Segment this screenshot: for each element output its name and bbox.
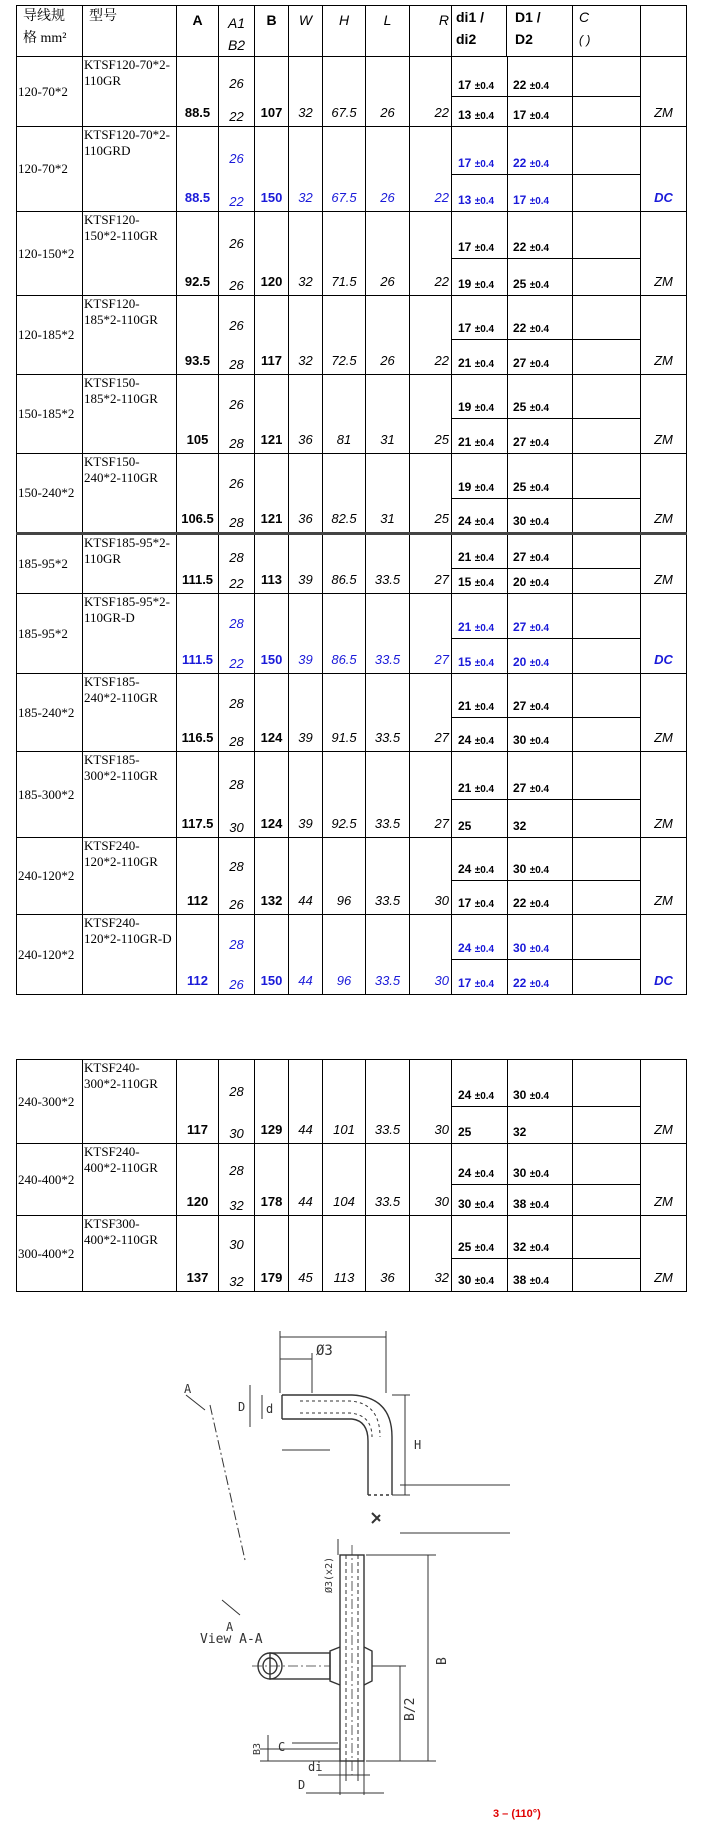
cell-H: 96 xyxy=(323,838,366,915)
cell-L: 33.5 xyxy=(366,1060,410,1144)
label-B3: B3 xyxy=(252,1742,263,1755)
cell-C xyxy=(573,127,641,212)
D1-value: 30 ±0.4 xyxy=(513,862,550,876)
cell-A1B2: 28 26 xyxy=(219,915,255,995)
di1-value: 19 ±0.4 xyxy=(458,480,495,494)
cell-spec: 185-95*2 xyxy=(17,534,83,594)
cell-R: 30 xyxy=(410,915,452,995)
cell-R: 27 xyxy=(410,674,452,752)
cell-L: 33.5 xyxy=(366,752,410,838)
header-L: L xyxy=(366,6,410,57)
cell-spec: 150-185*2 xyxy=(17,375,83,454)
cell-spec: 185-300*2 xyxy=(17,752,83,838)
cell-W: 45 xyxy=(289,1216,323,1292)
label-B2: B/2 xyxy=(403,1697,418,1721)
cell-C xyxy=(573,375,641,454)
cell-A: 112 xyxy=(177,838,219,915)
cell-B: 120 xyxy=(255,212,289,296)
cell-spec: 185-95*2 xyxy=(17,594,83,674)
cell-model: KTSF120-70*2-110GR xyxy=(83,57,177,127)
cell-R: 27 xyxy=(410,594,452,674)
cell-diameters xyxy=(452,454,573,534)
header-W: W xyxy=(289,6,323,57)
D1-value: 25 ±0.4 xyxy=(513,480,550,494)
cell-H: 101 xyxy=(323,1060,366,1144)
cell-model: KTSF120-150*2-110GR xyxy=(83,212,177,296)
cell-A: 117.5 xyxy=(177,752,219,838)
cell-A: 111.5 xyxy=(177,594,219,674)
label-C: C xyxy=(278,1740,286,1754)
cell-finish: DC xyxy=(641,127,687,212)
cell-diameters xyxy=(452,1216,573,1292)
cell-W: 44 xyxy=(289,1144,323,1216)
D2-value: 17 ±0.4 xyxy=(513,108,550,122)
cell-A1B2: 26 22 xyxy=(219,127,255,212)
di2-value: 17 ±0.4 xyxy=(458,896,495,910)
cell-W: 36 xyxy=(289,375,323,454)
cell-L: 33.5 xyxy=(366,594,410,674)
di2-value: 25 xyxy=(458,1125,472,1139)
cell-C xyxy=(573,594,641,674)
cell-C xyxy=(573,915,641,995)
cell-R: 22 xyxy=(410,57,452,127)
header-di: di1 / di2 xyxy=(452,6,507,57)
di2-value: 17 ±0.4 xyxy=(458,976,495,990)
cell-spec: 300-400*2 xyxy=(17,1216,83,1292)
di2-value: 15 ±0.4 xyxy=(458,655,495,669)
header-R: R xyxy=(410,6,452,57)
D2-value: 25 ±0.4 xyxy=(513,277,550,291)
cell-model: KTSF185-240*2-110GR xyxy=(83,674,177,752)
cell-A1B2: 28 22 xyxy=(219,534,255,594)
di1-value: 21 ±0.4 xyxy=(458,550,495,564)
cell-C xyxy=(573,212,641,296)
cell-diameters xyxy=(452,1144,573,1216)
cell-finish: ZM xyxy=(641,212,687,296)
cell-R: 22 xyxy=(410,296,452,375)
di1-value: 24 ±0.4 xyxy=(458,1088,495,1102)
cell-A1B2: 26 22 xyxy=(219,57,255,127)
D1-value: 25 ±0.4 xyxy=(513,400,550,414)
cell-H: 86.5 xyxy=(323,534,366,594)
cell-A: 112 xyxy=(177,915,219,995)
cell-C xyxy=(573,752,641,838)
cell-B: 117 xyxy=(255,296,289,375)
cell-B: 107 xyxy=(255,57,289,127)
cell-W: 44 xyxy=(289,1060,323,1144)
di1-value: 21 ±0.4 xyxy=(458,699,495,713)
cell-diameters xyxy=(452,57,573,127)
cell-model: KTSF240-400*2-110GR xyxy=(83,1144,177,1216)
cell-diameters xyxy=(452,752,573,838)
cell-A1B2: 28 26 xyxy=(219,838,255,915)
cell-B: 129 xyxy=(255,1060,289,1144)
di2-value: 15 ±0.4 xyxy=(458,575,495,589)
cell-model: KTSF120-70*2-110GRD xyxy=(83,127,177,212)
cell-model: KTSF185-95*2-110GR xyxy=(83,534,177,594)
cell-W: 32 xyxy=(289,296,323,375)
cell-diameters xyxy=(452,674,573,752)
cell-C xyxy=(573,534,641,594)
cell-A: 117 xyxy=(177,1060,219,1144)
cell-finish: ZM xyxy=(641,674,687,752)
cell-B: 124 xyxy=(255,674,289,752)
cell-model: KTSF120-185*2-110GR xyxy=(83,296,177,375)
cell-W: 32 xyxy=(289,57,323,127)
cell-R: 22 xyxy=(410,212,452,296)
cell-R: 27 xyxy=(410,534,452,594)
cell-R: 30 xyxy=(410,838,452,915)
cell-A: 111.5 xyxy=(177,534,219,594)
D2-value: 20 ±0.4 xyxy=(513,655,550,669)
cell-R: 30 xyxy=(410,1060,452,1144)
cell-A1B2: 26 28 xyxy=(219,375,255,454)
header-model: 型号 xyxy=(83,6,177,57)
D1-value: 22 ±0.4 xyxy=(513,156,550,170)
di1-value: 17 ±0.4 xyxy=(458,321,495,335)
technical-drawing xyxy=(0,1315,707,1795)
cell-model: KTSF300-400*2-110GR xyxy=(83,1216,177,1292)
cell-H: 113 xyxy=(323,1216,366,1292)
D2-value: 32 xyxy=(513,819,527,833)
cell-C xyxy=(573,296,641,375)
cell-A: 137 xyxy=(177,1216,219,1292)
cell-H: 81 xyxy=(323,375,366,454)
cell-L: 33.5 xyxy=(366,915,410,995)
cell-A1B2: 30 32 xyxy=(219,1216,255,1292)
cell-spec: 185-240*2 xyxy=(17,674,83,752)
cell-diameters xyxy=(452,296,573,375)
D1-value: 22 ±0.4 xyxy=(513,240,550,254)
label-phi3x2: Ø3(x2) xyxy=(324,1556,335,1593)
cell-H: 96 xyxy=(323,915,366,995)
cell-model: KTSF240-120*2-110GR xyxy=(83,838,177,915)
cell-spec: 150-240*2 xyxy=(17,454,83,534)
cell-R: 32 xyxy=(410,1216,452,1292)
cell-B: 150 xyxy=(255,915,289,995)
cell-W: 39 xyxy=(289,674,323,752)
cell-B: 178 xyxy=(255,1144,289,1216)
cell-W: 36 xyxy=(289,454,323,534)
cell-H: 67.5 xyxy=(323,127,366,212)
cell-H: 82.5 xyxy=(323,454,366,534)
cell-finish: ZM xyxy=(641,296,687,375)
D2-value: 22 ±0.4 xyxy=(513,976,550,990)
D2-value: 27 ±0.4 xyxy=(513,435,550,449)
D1-value: 30 ±0.4 xyxy=(513,1166,550,1180)
cell-diameters xyxy=(452,534,573,594)
di1-value: 19 ±0.4 xyxy=(458,400,495,414)
D1-value: 30 ±0.4 xyxy=(513,941,550,955)
cell-H: 92.5 xyxy=(323,752,366,838)
cell-H: 86.5 xyxy=(323,594,366,674)
di2-value: 13 ±0.4 xyxy=(458,193,495,207)
cell-finish: ZM xyxy=(641,1060,687,1144)
cell-H: 72.5 xyxy=(323,296,366,375)
cell-A1B2: 26 26 xyxy=(219,212,255,296)
cell-spec: 240-120*2 xyxy=(17,838,83,915)
D1-value: 22 ±0.4 xyxy=(513,78,550,92)
cell-finish: DC xyxy=(641,915,687,995)
cell-A1B2: 28 32 xyxy=(219,1144,255,1216)
cell-A1B2: 26 28 xyxy=(219,296,255,375)
cell-B: 121 xyxy=(255,454,289,534)
D1-value: 27 ±0.4 xyxy=(513,699,550,713)
D1-value: 27 ±0.4 xyxy=(513,550,550,564)
cell-spec: 120-70*2 xyxy=(17,127,83,212)
cell-model: KTSF150-185*2-110GR xyxy=(83,375,177,454)
cell-diameters xyxy=(452,127,573,212)
cell-A: 120 xyxy=(177,1144,219,1216)
D2-value: 32 xyxy=(513,1125,527,1139)
cell-finish: ZM xyxy=(641,1144,687,1216)
cell-finish: ZM xyxy=(641,838,687,915)
cell-finish: ZM xyxy=(641,375,687,454)
header-B: B xyxy=(255,6,289,57)
cell-C xyxy=(573,454,641,534)
cell-W: 44 xyxy=(289,838,323,915)
di1-value: 25 ±0.4 xyxy=(458,1240,495,1254)
header-finish xyxy=(641,6,687,57)
cell-A: 105 xyxy=(177,375,219,454)
cell-R: 25 xyxy=(410,375,452,454)
di2-value: 24 ±0.4 xyxy=(458,733,495,747)
header-spec: 导线规 格 mm² xyxy=(17,6,83,57)
label-di: di xyxy=(308,1760,323,1774)
cell-diameters xyxy=(452,212,573,296)
label-d: d xyxy=(266,1402,274,1416)
di2-value: 21 ±0.4 xyxy=(458,435,495,449)
cell-finish: ZM xyxy=(641,752,687,838)
cell-B: 150 xyxy=(255,127,289,212)
label-view-aa: View A-A xyxy=(200,1632,263,1647)
cell-C xyxy=(573,1144,641,1216)
cell-W: 39 xyxy=(289,752,323,838)
cell-L: 26 xyxy=(366,296,410,375)
cell-spec: 120-70*2 xyxy=(17,57,83,127)
cell-W: 44 xyxy=(289,915,323,995)
header-D: D1 / D2 xyxy=(507,6,573,57)
cell-L: 33.5 xyxy=(366,674,410,752)
cell-C xyxy=(573,1060,641,1144)
cell-A1B2: 28 30 xyxy=(219,1060,255,1144)
di2-value: 19 ±0.4 xyxy=(458,277,495,291)
cell-R: 30 xyxy=(410,1144,452,1216)
cell-B: 179 xyxy=(255,1216,289,1292)
cell-L: 31 xyxy=(366,454,410,534)
label-B: B xyxy=(435,1657,450,1665)
cell-W: 32 xyxy=(289,127,323,212)
spec-table-part2 xyxy=(16,1059,687,1292)
tee-front-view xyxy=(252,1539,436,1795)
cell-A: 92.5 xyxy=(177,212,219,296)
cell-diameters xyxy=(452,838,573,915)
D2-value: 20 ±0.4 xyxy=(513,575,550,589)
di2-value: 30 ±0.4 xyxy=(458,1197,495,1211)
page-number: 3 – (110°) xyxy=(493,1808,541,1820)
cell-B: 124 xyxy=(255,752,289,838)
di1-value: 17 ±0.4 xyxy=(458,156,495,170)
cell-B: 121 xyxy=(255,375,289,454)
cell-R: 27 xyxy=(410,752,452,838)
elbow-side-view xyxy=(186,1331,510,1615)
cell-diameters xyxy=(452,915,573,995)
di1-value: 17 ±0.4 xyxy=(458,240,495,254)
label-D: D xyxy=(238,1400,246,1414)
cell-R: 25 xyxy=(410,454,452,534)
label-H: H xyxy=(414,1438,422,1452)
cell-C xyxy=(573,838,641,915)
cell-L: 31 xyxy=(366,375,410,454)
cell-finish: ZM xyxy=(641,57,687,127)
cell-spec: 240-120*2 xyxy=(17,915,83,995)
cell-A: 106.5 xyxy=(177,454,219,534)
cell-C xyxy=(573,57,641,127)
cell-model: KTSF240-300*2-110GR xyxy=(83,1060,177,1144)
di1-value: 24 ±0.4 xyxy=(458,941,495,955)
D2-value: 30 ±0.4 xyxy=(513,514,550,528)
cell-diameters xyxy=(452,1060,573,1144)
cell-A: 93.5 xyxy=(177,296,219,375)
di2-value: 24 ±0.4 xyxy=(458,514,495,528)
cell-L: 33.5 xyxy=(366,1144,410,1216)
cell-W: 39 xyxy=(289,534,323,594)
cell-model: KTSF240-120*2-110GR-D xyxy=(83,915,177,995)
D2-value: 27 ±0.4 xyxy=(513,356,550,370)
header-A: A xyxy=(177,6,219,57)
cell-spec: 240-300*2 xyxy=(17,1060,83,1144)
D2-value: 22 ±0.4 xyxy=(513,896,550,910)
cell-H: 91.5 xyxy=(323,674,366,752)
D2-value: 30 ±0.4 xyxy=(513,733,550,747)
header-C: C ( ) xyxy=(573,6,641,57)
D1-value: 27 ±0.4 xyxy=(513,620,550,634)
di2-value: 25 xyxy=(458,819,472,833)
header-A1B2: A1 B2 xyxy=(219,6,255,57)
cell-finish: DC xyxy=(641,594,687,674)
spec-table-part1 xyxy=(16,5,687,995)
label-A-top: A xyxy=(184,1382,192,1396)
cell-finish: ZM xyxy=(641,454,687,534)
cell-B: 113 xyxy=(255,534,289,594)
cell-A1B2: 28 22 xyxy=(219,594,255,674)
cell-L: 33.5 xyxy=(366,534,410,594)
di1-value: 24 ±0.4 xyxy=(458,1166,495,1180)
cell-A1B2: 28 28 xyxy=(219,674,255,752)
cell-A: 88.5 xyxy=(177,57,219,127)
cell-diameters xyxy=(452,594,573,674)
cell-model: KTSF185-300*2-110GR xyxy=(83,752,177,838)
D1-value: 27 ±0.4 xyxy=(513,781,550,795)
label-D-bottom: D xyxy=(298,1778,306,1792)
di2-value: 13 ±0.4 xyxy=(458,108,495,122)
D1-value: 30 ±0.4 xyxy=(513,1088,550,1102)
cell-H: 104 xyxy=(323,1144,366,1216)
di1-value: 17 ±0.4 xyxy=(458,78,495,92)
cell-A: 116.5 xyxy=(177,674,219,752)
cell-W: 32 xyxy=(289,212,323,296)
header-H: H xyxy=(323,6,366,57)
cell-H: 67.5 xyxy=(323,57,366,127)
label-A-bottom: A xyxy=(226,1620,234,1634)
cell-R: 22 xyxy=(410,127,452,212)
di2-value: 30 ±0.4 xyxy=(458,1273,495,1287)
cell-B: 150 xyxy=(255,594,289,674)
di2-value: 21 ±0.4 xyxy=(458,356,495,370)
di1-value: 21 ±0.4 xyxy=(458,620,495,634)
cell-B: 132 xyxy=(255,838,289,915)
D2-value: 38 ±0.4 xyxy=(513,1273,550,1287)
cell-H: 71.5 xyxy=(323,212,366,296)
cell-model: KTSF185-95*2-110GR-D xyxy=(83,594,177,674)
cell-L: 26 xyxy=(366,127,410,212)
D1-value: 32 ±0.4 xyxy=(513,1240,550,1254)
cell-W: 39 xyxy=(289,594,323,674)
di1-value: 24 ±0.4 xyxy=(458,862,495,876)
cell-L: 26 xyxy=(366,57,410,127)
cell-spec: 240-400*2 xyxy=(17,1144,83,1216)
cell-finish: ZM xyxy=(641,1216,687,1292)
D2-value: 17 ±0.4 xyxy=(513,193,550,207)
cell-L: 36 xyxy=(366,1216,410,1292)
cell-A: 88.5 xyxy=(177,127,219,212)
D1-value: 22 ±0.4 xyxy=(513,321,550,335)
cell-finish: ZM xyxy=(641,534,687,594)
cell-spec: 120-185*2 xyxy=(17,296,83,375)
cell-diameters xyxy=(452,375,573,454)
cell-model: KTSF150-240*2-110GR xyxy=(83,454,177,534)
cell-C xyxy=(573,1216,641,1292)
cell-A1B2: 28 30 xyxy=(219,752,255,838)
di1-value: 21 ±0.4 xyxy=(458,781,495,795)
D2-value: 38 ±0.4 xyxy=(513,1197,550,1211)
cell-L: 26 xyxy=(366,212,410,296)
cell-L: 33.5 xyxy=(366,838,410,915)
cell-spec: 120-150*2 xyxy=(17,212,83,296)
label-phi3: Ø3 xyxy=(316,1343,333,1359)
cell-A1B2: 26 28 xyxy=(219,454,255,534)
cell-C xyxy=(573,674,641,752)
